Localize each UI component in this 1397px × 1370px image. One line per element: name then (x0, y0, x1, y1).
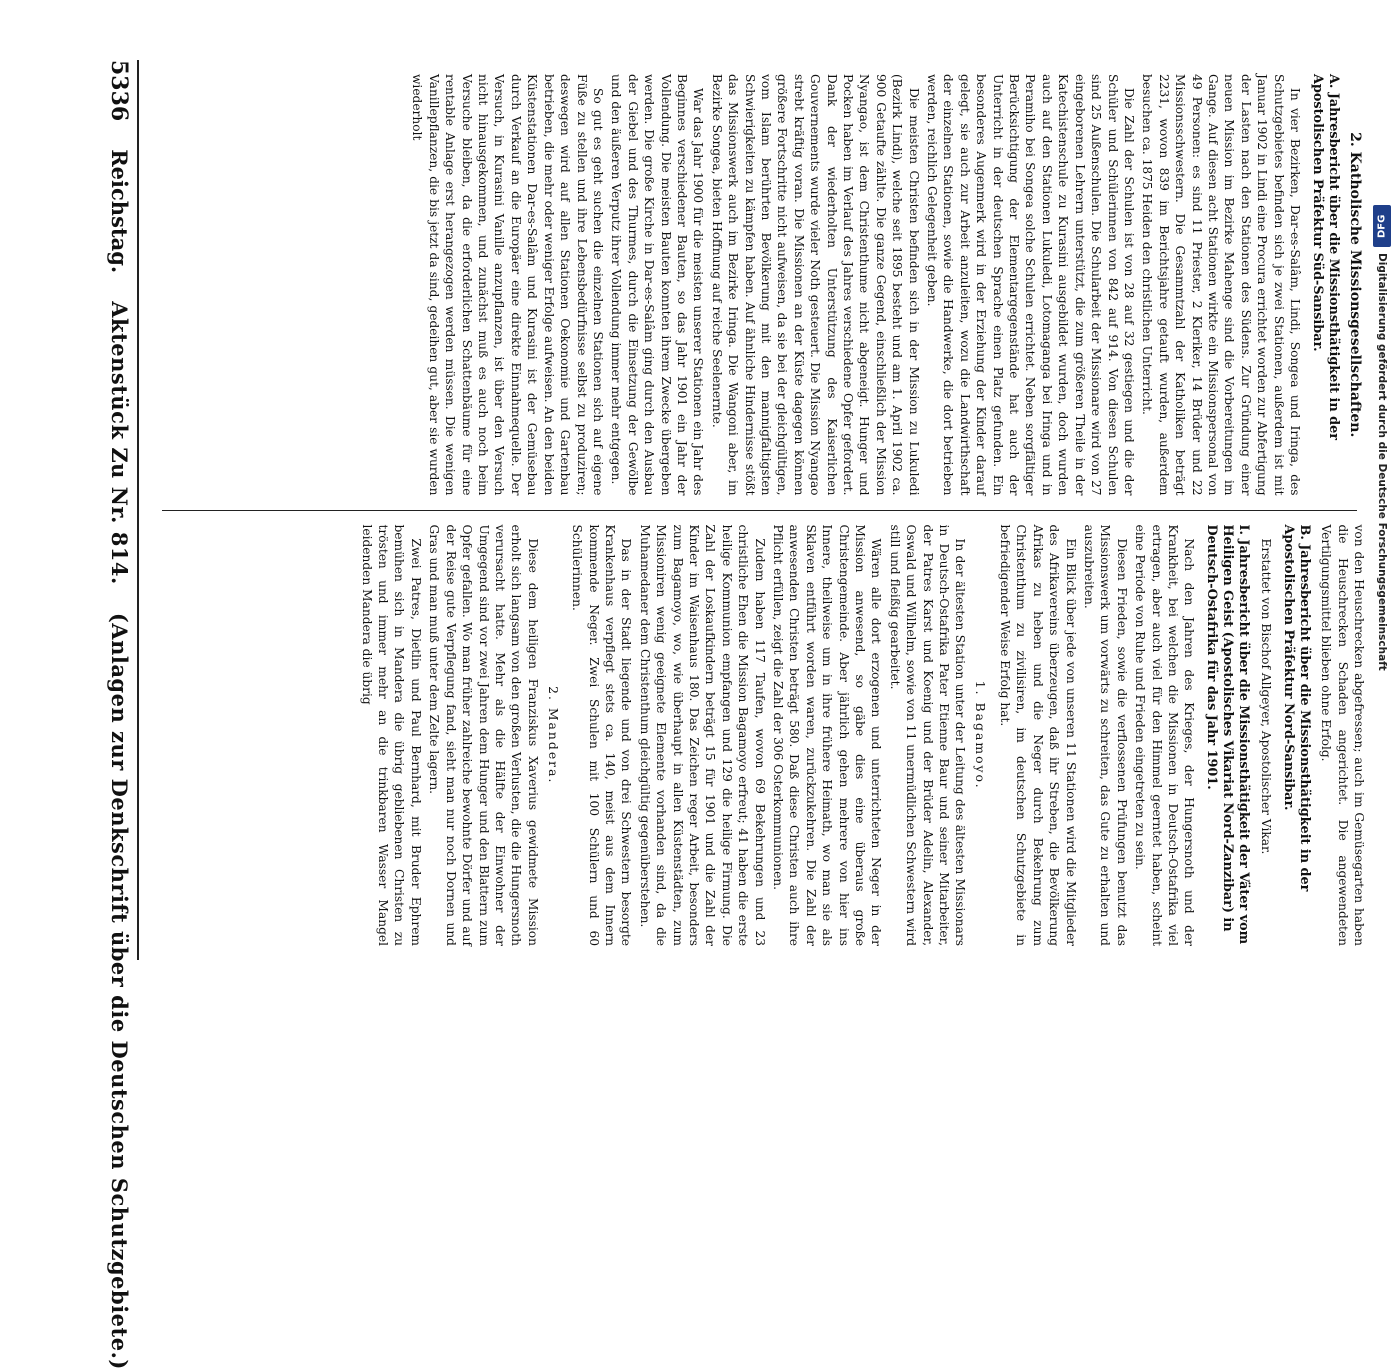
paragraph: In der ältesten Station unter der Leitung des ältesten Missionars in Deutsch-Ostafrika Pater Etienne Baur und seiner Mitarbeiter, der Patres Karst und Koenig und der Brüder Adelin, Alexander, Oswald und Wilhelm, sowie von 11 unermüdlichen Schwestern wird still und fleißig gearbeitet. (887, 524, 968, 946)
paragraph: Ein Blick über jede von unseren 11 Stationen wird die Mitglieder des Afrikavereins überzeugen, daß ihr Streben, die Bevölkerung Afrikas zu heben und die Neger durch Bekehrung zum Christenthum zu zivilisiren, im deutschen Schutzgebiete in befriedigender Weise Erfolg hat. (997, 524, 1078, 946)
publication-name: Reichstag. (107, 149, 132, 274)
section-title: 2. Katholische Missionsgesellschaften. (1347, 132, 1363, 438)
section-b-author: Erstattet von Bischof Allgeyer, Apostolischer Vikar. (1258, 538, 1273, 855)
paragraph: Die Zahl der Schulen ist von 28 auf 32 gestiegen und die der Schüler und Schülerinnen von 842 auf 914. Von diesen Schulen sind 25 Außenschulen. Die Schularbeit der Missionare wird von 27 eingeborenen Lehrern unterstützt, die zum größeren Theile in der Katechistenschule zu Kurasini ausgebildet wurden, doch wurden auch auf den Stationen Lukuledi, Lotomaganga bei Iringa und in Peramiho bei Songea solche Schulen errichtet. Neben sorgfältiger Berücksichtigung der Elementargegenstände hat auch der Unterricht in der deutschen Sprache einen Platz gefunden. Ein besonderes Augenmerk wird in der Erziehung der Kinder darauf gelegt, sie auch zur Arbeit anzuleiten, wozu die Landwirthschaft der einzelnen Stationen, sowie die Handwerke, die dort betrieben werden, reichlich Gelegenheit geben. (925, 74, 1136, 496)
document-subtitle: (Anlagen zur Denkschrift über die Deutschen Schutzgebiete.) (107, 612, 132, 1370)
paragraph: Diesen Frieden, sowie die verflossenen Prüfungen benutzt das Missionswerk um vorwärts zu schreiten, das Gute zu erhalten und auszubreiten. (1081, 524, 1129, 946)
left-column (152, 60, 1367, 510)
paragraph: War das Jahr 1900 für die meisten unserer Stationen ein Jahr des Beginnes verschiedener Bauten, so das Jahr 1901 ein Jahr der Vollendung. Die meisten Bauten konnten ihrem Zwecke übergeben werden. Die große Kirche in Dar-es-Salâm ging durch den Ausbau der Giebel und des Thurmes, durch die Einsetzung der Gewölbe und den äußeren Verputz ihrer Vollendung immer mehr entgegen. (609, 74, 706, 496)
section-i-title: I. Jahresbericht über die Missionsthätigkeit der Väter vom Heiligen Geist (Apostolisches Vikariat Nord-Zanzibar) in Deutsch-Ostafrika für das Jahr 1901. (1204, 524, 1252, 945)
paragraph: In vier Bezirken, Dar-es-Salâm, Lindi, Songea und Iringa, des Schutzgebietes befinden sich je zwei Stationen, außerdem ist mit Januar 1902 in Lindi eine Procura errichtet worden zur Abfertigung der Lasten nach den Stationen des Südens. Zur Gründung einer neuen Mission im Bezirke Mahenge sind die Vorbereitungen im Gange. Auf diesen acht Stationen wirkte ein Missionspersonal von 49 Personen: es sind 11 Priester, 2 Kleriker, 14 Brüder und 22 Missionsschwestern. Die Gesammtzahl der Katholiken beträgt 2231, wovon 839 im Berichtsjahre getauft wurden, außerdem besuchen ca. 1875 Heiden den christlichen Unterricht. (1140, 74, 1302, 496)
dfg-logo: DFG (1373, 205, 1391, 247)
page-number: 5336 (106, 60, 132, 122)
paragraph: Das in der Stadt liegende und von drei Schwestern besorgte Krankenhaus verpflegt stets ca. 140, meist aus dem Innern kommende Neger. Zwei Schulen mit 100 Schülern und 60 Schülerinnen. (570, 524, 634, 946)
section-b-title: B. Jahresbericht über die Missionsthätigkeit in der Apostolischen Präfektur Nord-Sansibar. (1280, 524, 1312, 892)
paragraph: Die meisten Christen befinden sich in der Mission zu Lukuledi (Bezirk Lindi), welche seit 1895 besteht und am 1. April 1902 ca. 900 Getaufte zählte. Die ganze Gegend, einschließlich der Mission Nyangao, ist dem Christenthume nicht abgeneigt. Hunger und Pocken haben im Verlauf des Jahres verschiedene Opfer gefordert. Dank der wiederholten Unterstützung des Kaiserlichen Gouvernements wurde vieler Noth gesteuert. Die Mission Nyangao strebt kräftig voran. Die Missionen an der Küste dagegen können größere Fortschritte nicht aufweisen, da sie bei der gleichgültigen, vom Islam berührten Bevölkerung mit den mannigfaltigsten Schwierigkeiten zu kämpfen haben. Auf ähnliche Hindernisse stößt das Missionswerk auch im Bezirke Iringa. Die Wangoni aber, im Bezirke Songea, bieten Hoffnung auf reiche Seelenernte. (709, 74, 921, 496)
right-column (152, 511, 1367, 961)
paragraph: Diese dem heiligen Franziskus Xaverius gewidmete Mission erholt sich langsam von den großen Verlusten, die die Hungersnoth verursacht hatte. Mehr als die Hälfte der Einwohner der Umgegend sind vor zwei Jahren dem Hunger und den Blattern zum Opfer gefallen. Wo man früher zahlreiche bewohnte Dörfer und auf der Reise gute Verpflegung fand, sieht man nur noch Dornen und Gras und man muß unter dem Zelte lagern. (427, 524, 540, 946)
dfg-watermark (1371, 205, 1393, 725)
text-columns (152, 60, 1367, 960)
document-title: Aktenstück Zu Nr. 814. (107, 301, 132, 585)
paragraph: Nach den Jahren des Krieges, der Hungersnoth und der Krankheit, bei welchen die Missionen in Deutsch-Ostafrika viel ertragen, aber auch viel für den Himmel geerntet haben, scheint eine Periode von Ruhe und Frieden eingetreten zu sein. (1133, 524, 1197, 946)
paragraph: Wären alle dort erzogenen und unterrichteten Neger in der Mission anwesend, so gäbe dies eine überaus große Christengemeinde. Aber jährlich gehen mehrere von hier ins Innere, theilweise um in ihre frühere Heimath, wo man sie als Sklaven entführt worden waren, zurückzukehren. Die Zahl der anwesenden Christen beträgt 580. Daß diese Christen auch ihre Pflicht erfüllen, zeigt die Zahl der 306 Osterkommunionen. (771, 524, 884, 946)
subsection-title: A. Jahresbericht über die Missionsthätigkeit in der Apostolischen Präfektur Süd-Sansibar. (1310, 74, 1341, 440)
bagamoyo-heading: 1. Bagamoyo. (973, 680, 989, 790)
paragraph: Zudem haben 117 Taufen, wovon 69 Bekehrungen und 23 christliche Ehen die Mission Bagamoyo erfreut; 41 haben die erste heilige Kommunion empfangen und 129 die heilige Firmung. Die Zahl der Loskaufkindern beträgt 15 für 1901 und die Zahl der Kinder im Waisenhaus 180. Das Zeichen reger Arbeit, besonders zum Bagamoyo, wo, wie überhaupt in allen Küstenstädten, zum Missioniren wenig geeignete Elemente vorhanden sind, da die Muhamedaner dem Christenthum gleichgültig gegenüberstehen. (637, 524, 767, 946)
dfg-watermark-text: Digitalisierung gefördert durch die Deutsche Forschungsgemeinschaft (1376, 253, 1388, 671)
paragraph: Zwei Patres, Dietlin und Paul Bernhard, mit Bruder Ephrem bemühen sich in Mandera die übrig gebliebenen Christen zu trösten und immer mehr an die trinkbaren Wasser Mangel leidenden Mandera die übrig (359, 524, 423, 946)
header-rule (137, 60, 139, 960)
page-header (92, 60, 132, 1370)
paragraph: von den Heuschrecken abgefressen; auch im Gemüsegarten haben die Heuschrecken Schaden angerichtet. Die angewendeten Vertilgungsmittel blieben ohne Erfolg. (1319, 524, 1366, 946)
mandera-heading: 2. Mandera. (545, 686, 561, 785)
paragraph: So gut es geht suchen die einzelnen Stationen sich auf eigene Füße zu stellen und ihre Lebensbedürfnisse selbst zu produziren; deswegen wird auf allen Stationen Oekonomie und Gartenbau betrieben, die mehr oder weniger Erfolge aufweisen. An den beiden Küstenstationen Dar-es-Salâm und Kurasini ist der Gemüsebau durch Verkauf an die Europäer eine direkte Einnahmequelle. Der Versuch, in Kurasini Vanille anzupflanzen, ist über den Versuch nicht hinausgekommen, und zunächst muß es auch noch beim Versuche bleiben, da die erforderlichen Schattenbäume für eine rentable Anlage erst herangezogen werden müssen. Die wenigen Vanillepflanzen, die bis jetzt da sind, gedeihen gut, aber sie wurden wiederholt (410, 74, 605, 496)
